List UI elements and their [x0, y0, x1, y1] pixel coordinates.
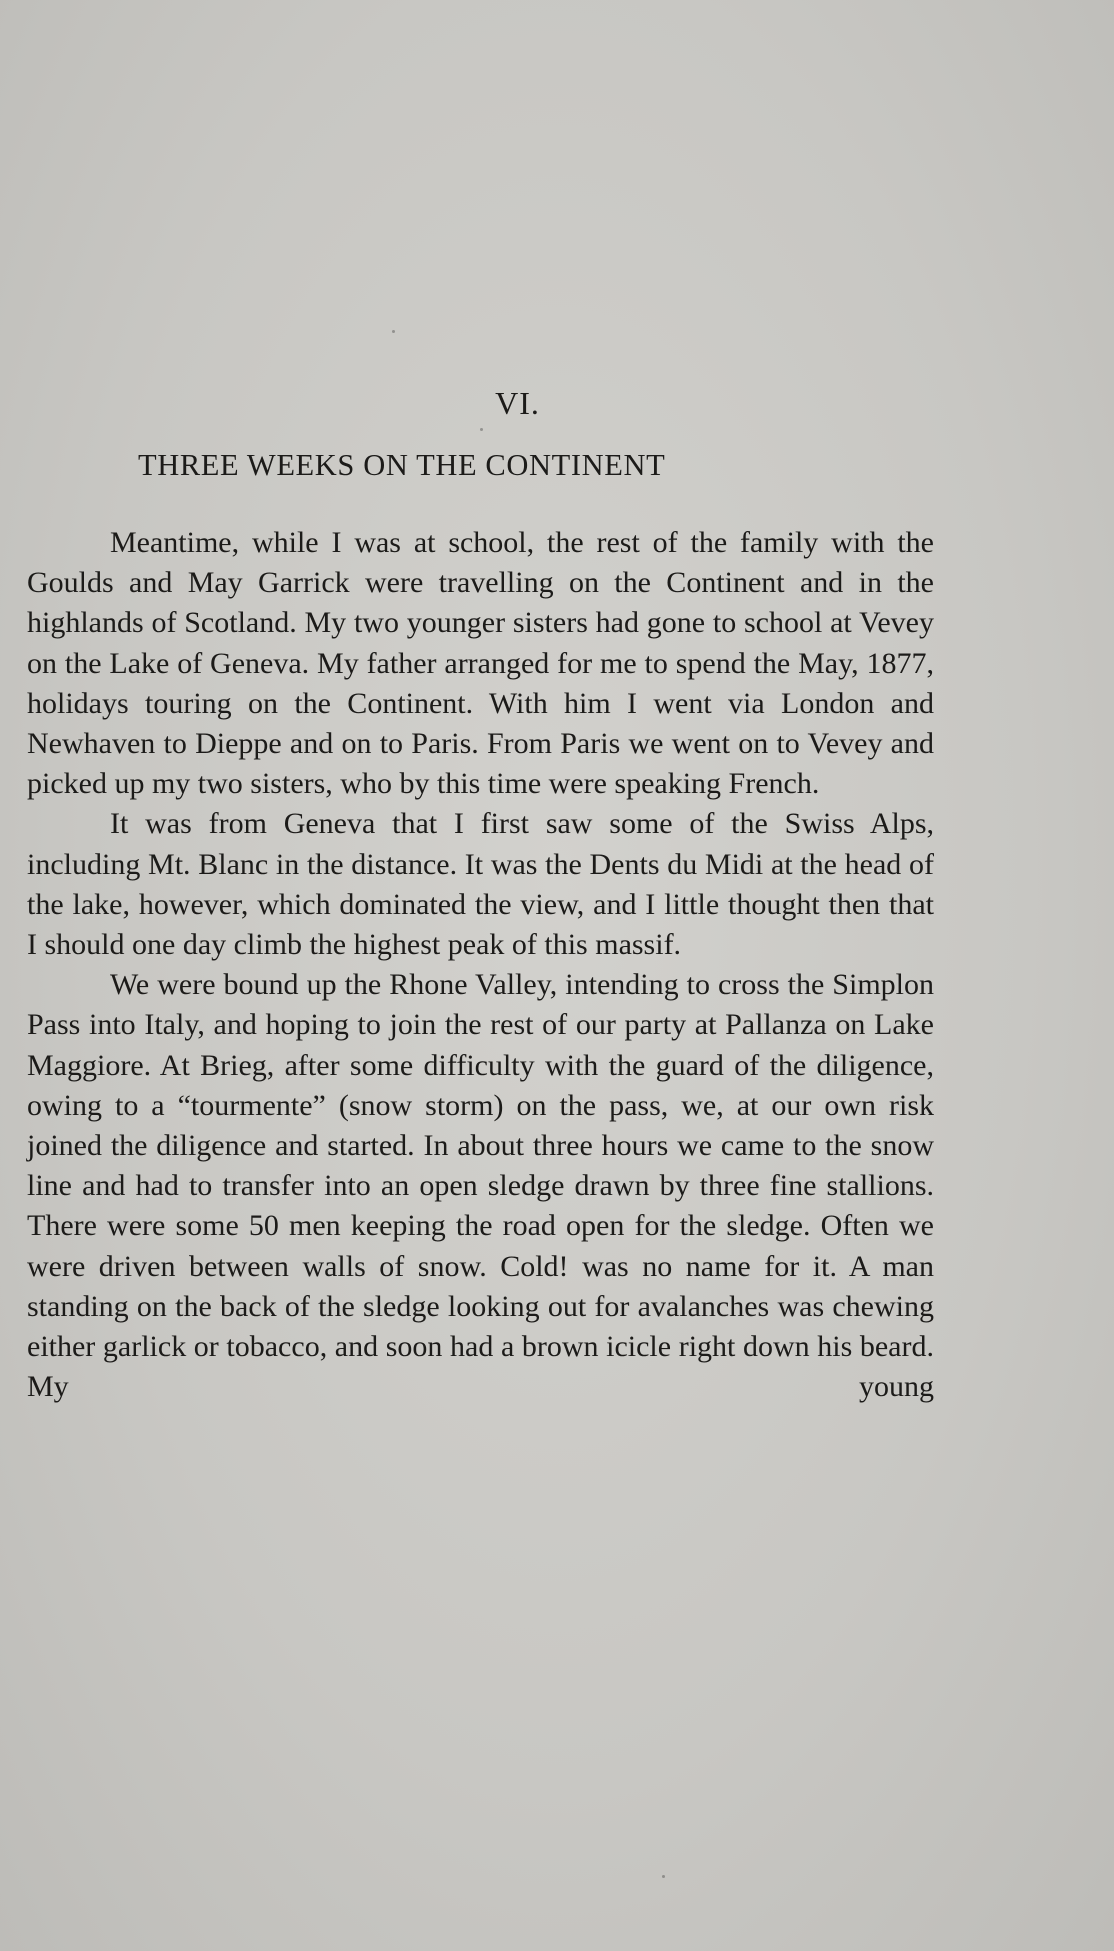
chapter-number: VI. — [495, 385, 540, 421]
paper-speck — [662, 1875, 665, 1878]
paper-speck — [480, 428, 483, 431]
paragraph-3: We were bound up the Rhone Valley, intending to cross the Simplon Pass into Italy, and hoping to join the rest of our party at Pallanza on Lake Maggiore. At Brieg, after some difficulty with the guard of the diligence, owing to a “tourmente” (snow storm) on the pass, we, at our own risk joined the diligence and started. In about three hours we came to the snow line and had to transfer into an open sledge drawn by three fine stallions. There were some 50 men keeping the road open for the sledge. Often we were driven between walls of snow. Cold! was no name for it. A man standing on the back of the sledge looking out for avalanches was chewing either garlick or tobacco, and soon had a brown icicle right down his beard. My young — [27, 968, 934, 1404]
paragraph-1: Meantime, while I was at school, the rest of the family with the Goulds and May Garrick were travelling on the Continent and in the highlands of Scotland. My two younger sisters had gone to school at Vevey on the Lake of Geneva. My father arranged for me to spend the May, 1877, holidays touring on the Continent. With him I went via London and Newhaven to Dieppe and on to Paris. From Paris we went on to Vevey and picked up my two sisters, who by this time were speaking French. — [27, 526, 934, 801]
paper-speck — [392, 330, 395, 333]
paragraph-2: It was from Geneva that I first saw some of the Swiss Alps, including Mt. Blanc in the distance. It was the Dents du Midi at the head of the lake, however, which dominated the view, and I little thought then that I should one day climb the highest peak of this massif. — [27, 807, 934, 962]
chapter-title: THREE WEEKS ON THE CONTINENT — [138, 448, 666, 482]
chapter-body — [27, 523, 934, 1407]
